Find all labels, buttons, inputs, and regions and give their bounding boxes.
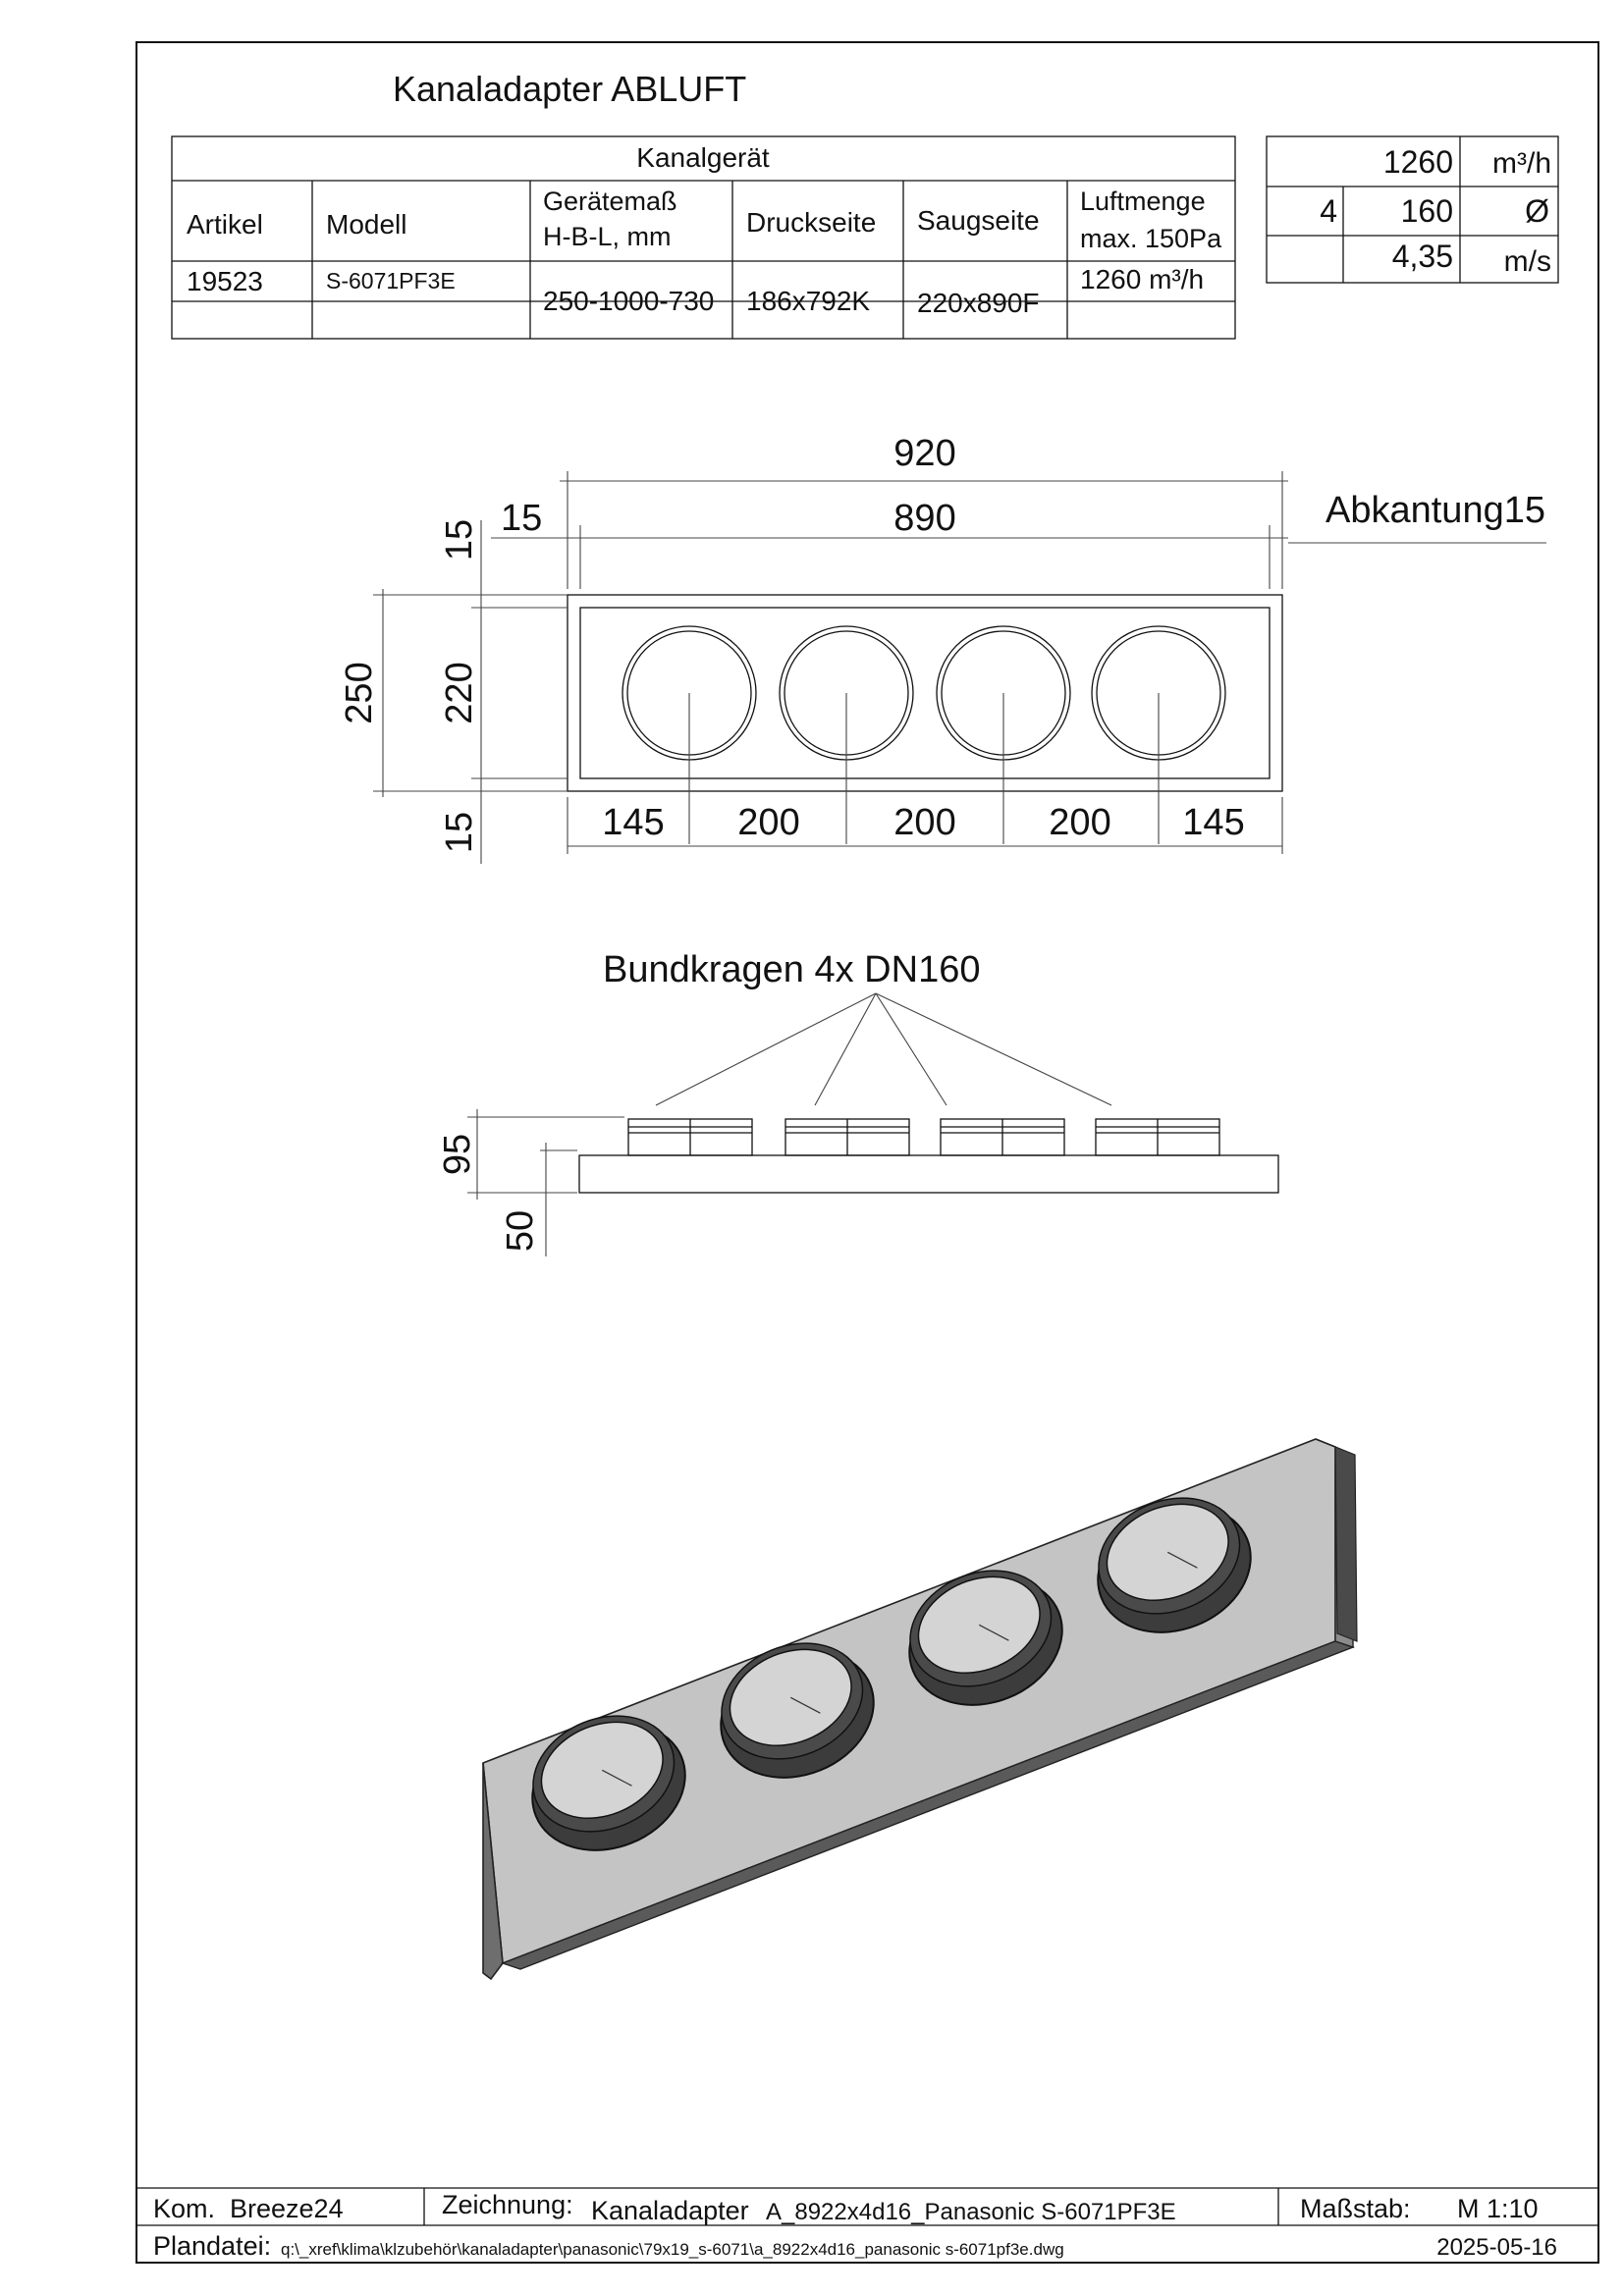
dim-width-outer: 920: [893, 433, 956, 474]
title-block: [136, 2188, 1598, 2261]
col-geraetemass: Gerätemaß: [543, 187, 677, 216]
cell-geraetemass: 250-1000-730: [543, 286, 715, 316]
drawing-name: Kanaladapter: [591, 2196, 749, 2225]
device-table: [172, 136, 1235, 339]
collar-side-2: [785, 1119, 909, 1155]
cell-modell: S-6071PF3E: [326, 268, 456, 294]
plate-inner-outline: [580, 608, 1270, 778]
scale-value: M 1:10: [1457, 2194, 1539, 2223]
flow-count: 4: [1320, 193, 1337, 229]
dim-total-height: 95: [437, 1133, 478, 1176]
plan-path: q:\_xref\klima\klzubehör\kanaladapter\panasonic\79x19_s-6071\a_8922x4d16_panasonic s-6071pf3e.dwg: [281, 2240, 1064, 2259]
dim-spacing-3: 200: [893, 802, 956, 843]
dim-height-inner: 220: [439, 662, 480, 724]
cell-luftmenge: 1260 m³/h: [1080, 264, 1205, 294]
flow-velocity: 4,35: [1391, 239, 1453, 274]
dim-spacing-2: 200: [737, 802, 800, 843]
dim-body-height: 50: [500, 1209, 541, 1253]
drawing-code: A_8922x4d16_Panasonic S-6071PF3E: [766, 2199, 1176, 2225]
flow-diameter: 160: [1400, 193, 1453, 229]
adapter-body-side: [579, 1155, 1278, 1193]
sheet-frame: [136, 42, 1598, 2263]
collar-side-1: [628, 1119, 752, 1155]
flow-table: [1267, 136, 1558, 283]
col-hbl: H-B-L, mm: [543, 222, 672, 251]
scale-label: Maßstab:: [1300, 2194, 1411, 2223]
collar-label: Bundkragen 4x DN160: [603, 949, 981, 990]
collar-side-3: [941, 1119, 1064, 1155]
cell-artikel: 19523: [187, 266, 263, 296]
dim-width-inner: 890: [893, 498, 956, 539]
col-artikel: Artikel: [187, 209, 263, 240]
kom-label: Kom.: [153, 2194, 216, 2223]
collar-side-4: [1096, 1119, 1219, 1155]
isometric-view: [483, 1439, 1357, 1979]
top-view: [339, 433, 1546, 864]
dim-spacing-4: 200: [1049, 802, 1111, 843]
cell-druckseite: 186x792K: [746, 286, 871, 316]
col-saugseite: Saugseite: [917, 205, 1040, 236]
flow-volume-unit: m³/h: [1492, 147, 1551, 180]
dim-offset-left: 15: [501, 498, 543, 539]
drawing-label: Zeichnung:: [442, 2190, 573, 2219]
plan-label: Plandatei:: [153, 2231, 272, 2261]
diameter-symbol: Ø: [1525, 193, 1549, 229]
dim-offset-top: 15: [439, 518, 480, 561]
dim-offset-bottom: 15: [439, 811, 480, 854]
col-max-pressure: max. 150Pa: [1080, 224, 1222, 253]
plate-outline: [568, 595, 1282, 791]
device-table-header: Kanalgerät: [636, 142, 770, 173]
dim-spacing-5: 145: [1182, 802, 1245, 843]
fold-note: Abkantung15: [1325, 490, 1545, 531]
col-modell: Modell: [326, 209, 407, 240]
drawing-date: 2025-05-16: [1436, 2234, 1557, 2261]
page-title: Kanaladapter ABLUFT: [393, 69, 747, 109]
flow-velocity-unit: m/s: [1503, 245, 1551, 278]
cell-saugseite: 220x890F: [917, 288, 1040, 318]
col-druckseite: Druckseite: [746, 207, 877, 238]
col-luftmenge: Luftmenge: [1080, 187, 1206, 216]
dim-height-outer: 250: [339, 662, 380, 724]
dim-spacing-1: 145: [602, 802, 665, 843]
kom-value: Breeze24: [230, 2194, 344, 2223]
flow-volume: 1260: [1382, 144, 1453, 180]
fold-flange: [1335, 1447, 1357, 1641]
side-view: [437, 949, 1278, 1256]
